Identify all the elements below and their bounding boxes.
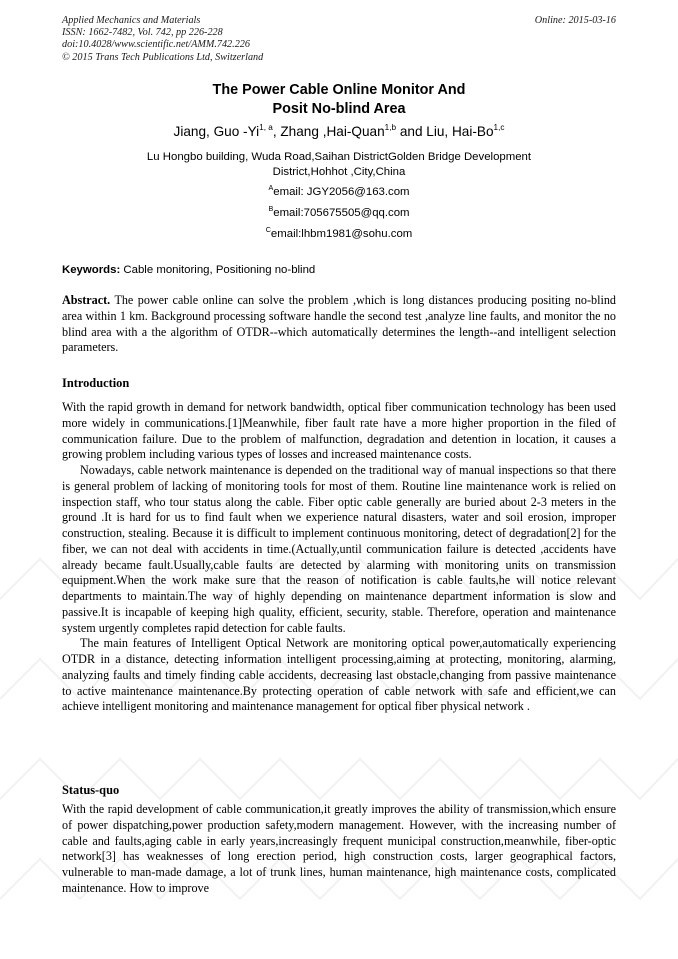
- journal-header: [62, 15, 263, 64]
- email-1: [62, 185, 616, 199]
- status-quo-paragraph-1: With the rapid development of cable communication,it greatly improves the ability of transmission,which ensure of power dispatching,power production safety,modern management. However, with the increasing number of cable and faults,aging cable in early years,increasingly frequent municipal construction,meanwhile, fiber-optic network[3] has weaknesses of long erection period, high construction costs, larger geographical factors, vulnerable to man-made damage, a lot of trunk lines, human maintenance, high maintenance costs, complicated maintenance. How to improve: [62, 802, 616, 895]
- author-1-affiliation-mark: 1, a: [259, 123, 273, 132]
- author-3: and Liu, Hai-Bo: [396, 124, 494, 139]
- affiliation-line-1: Lu Hongbo building, Wuda Road,Saihan DistrictGolden Bridge Development: [146, 151, 532, 163]
- introduction-paragraph-3: The main features of Intelligent Optical Network are monitoring optical power,automatically experiencing OTDR in a distance, detecting information intelligent processing,aiming at protecting, monitoring, alarming, analyzing faults and timely finding cable accidents, decreasing last obstacle,changing from passive maintenance to active maintenance maintenance.By protecting operation of cable network with safe and efficient,we can achieve intelligent monitoring and maintenance management for optical fiber physical network .: [62, 636, 616, 714]
- email-3-mark: C: [265, 225, 271, 234]
- affiliation-line-2: District,Hohhot ,City,China: [272, 165, 406, 178]
- email-2-mark: B: [268, 204, 274, 213]
- affiliation: [62, 150, 616, 179]
- keywords-label: Keywords:: [62, 264, 121, 276]
- email-1-mark: A: [268, 183, 274, 192]
- email-1-text: email: JGY2056@163.com: [273, 186, 410, 198]
- email-2-text: email:705675505@qq.com: [273, 207, 410, 219]
- introduction-paragraph-2: Nowadays, cable network maintenance is depended on the traditional way of manual inspections so that there is general problem of lacking of monitoring tools for most of them. Routine line maintenance work is relied on inspection staff, who tour status along the cable. Fiber optic cable generally are buried about 2-3 meters in the ground .It is hard for us to find fault when we experience natural disasters, water and soil erosion, improper construction, stealing. Because it is difficult to implement continuous monitoring, detect of degradation[2] for the fiber, we can not deal with accidents in time.(Actually,until communication failure is detected ,accidents have already became fault.Usually,cable faults are detected by alarming with monitoring units on transmission equipment.When the work make sure that the reason of notification is cable faults,he will notice relevant departments to maintain.The way of highly depending on maintenance department information is slow and passive.It is incapable of keeping high quality, efficient, security, stable. Therefore, operation and maintenance system urgently completes rapid detection for cable faults.: [62, 463, 616, 635]
- author-2: , Zhang ,Hai-Quan: [272, 124, 385, 139]
- online-date: Online: 2015-03-16: [534, 15, 616, 26]
- issn-line: ISSN: 1662-7482, Vol. 742, pp 226-228: [62, 27, 223, 39]
- author-2-affiliation-mark: 1,b: [384, 123, 397, 132]
- abstract-text: The power cable online can solve the problem ,which is long distances producing positing no-blind area within 1 km. Background processing software handle the second test ,analyze line faults, and monitor the no blind area with a the algorithm of OTDR--which automatically determines the length--and intelligent selection parameters.: [62, 293, 616, 355]
- status-quo-section: [62, 802, 616, 897]
- author-3-affiliation-mark: 1,c: [493, 123, 505, 132]
- email-3: [62, 227, 616, 241]
- keywords-text: Cable monitoring, Positioning no-blind: [120, 264, 316, 276]
- introduction-section: [62, 400, 616, 715]
- paper-title: [62, 81, 616, 119]
- journal-name: Applied Mechanics and Materials: [62, 15, 201, 26]
- abstract: [62, 293, 616, 356]
- introduction-paragraph-1: With the rapid growth in demand for network bandwidth, optical fiber communication technology has been used more widely in communications.[1]Meanwhile, fiber fault rate have a more higher proportion in the filed of communication failure. Due to the problem of malfunction, degradation and detention in location, it causes a growing problem including various types of losses and increased maintenance costs.: [62, 400, 616, 462]
- title-line-1: The Power Cable Online Monitor And: [212, 82, 466, 98]
- abstract-label: Abstract.: [62, 293, 111, 307]
- email-2: [62, 206, 616, 220]
- doi-line: doi:10.4028/www.scientific.net/AMM.742.226: [62, 39, 250, 51]
- email-3-text: email:lhbm1981@sohu.com: [270, 228, 413, 240]
- copyright-line: © 2015 Trans Tech Publications Ltd, Switzerland: [62, 51, 264, 63]
- section-heading-introduction: Introduction: [62, 376, 130, 390]
- title-line-2: Posit No-blind Area: [272, 101, 406, 117]
- keywords: [62, 263, 616, 277]
- author-list: [62, 123, 616, 141]
- section-heading-status-quo: Status-quo: [62, 783, 120, 797]
- author-1: Jiang, Guo -Yi: [173, 124, 260, 139]
